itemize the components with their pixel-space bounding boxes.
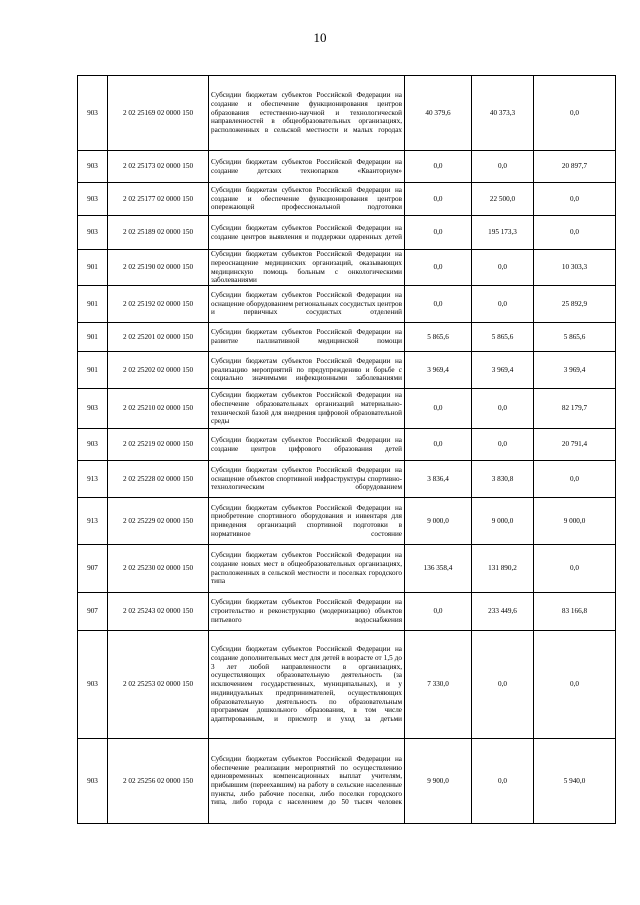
admin-code-cell: 903 [78,739,108,824]
admin-code-cell: 901 [78,352,108,389]
amount-2-cell: 40 373,3 [472,76,534,151]
amount-3-cell: 20 791,4 [534,429,616,461]
amount-1-cell: 0,0 [405,429,472,461]
admin-code-cell: 903 [78,151,108,183]
description-cell: Субсидии бюджетам субъектов Российской Федерации на создание и обеспечение функционирования центров образования естественно-научной и технологической направленностей в общеобразовательных организациях, расположенных в сельской местности и малых городах [209,76,405,151]
budget-code-cell: 2 02 25230 02 0000 150 [108,545,209,593]
budget-code-cell: 2 02 25177 02 0000 150 [108,183,209,216]
amount-3-cell: 5 865,6 [534,323,616,352]
amount-1-cell: 0,0 [405,216,472,250]
amount-1-cell: 0,0 [405,250,472,286]
budget-code-cell: 2 02 25243 02 0000 150 [108,593,209,631]
amount-1-cell: 0,0 [405,183,472,216]
table-row [78,151,616,183]
amount-3-cell: 0,0 [534,183,616,216]
admin-code-cell: 903 [78,183,108,216]
amount-1-cell: 0,0 [405,151,472,183]
amount-2-cell: 5 865,6 [472,323,534,352]
description-cell: Субсидии бюджетам субъектов Российской Федерации на оснащение оборудованием региональных сосудистых центров и первичных сосудистых отделений [209,286,405,323]
description-cell: Субсидии бюджетам субъектов Российской Федерации на создание и обеспечение функционирования центров опережающей профессиональной подготовки [209,183,405,216]
budget-code-cell: 2 02 25210 02 0000 150 [108,389,209,429]
admin-code-cell: 903 [78,429,108,461]
description-cell: Субсидии бюджетам субъектов Российской Федерации на развитие паллиативной медицинской помощи [209,323,405,352]
amount-2-cell: 0,0 [472,739,534,824]
amount-1-cell: 0,0 [405,286,472,323]
budget-code-cell: 2 02 25201 02 0000 150 [108,323,209,352]
amount-1-cell: 9 900,0 [405,739,472,824]
page-number: 10 [313,30,327,45]
budget-code-cell: 2 02 25173 02 0000 150 [108,151,209,183]
table-row [78,183,616,216]
budget-code-cell: 2 02 25228 02 0000 150 [108,461,209,498]
table-row [78,286,616,323]
budget-code-cell: 2 02 25190 02 0000 150 [108,250,209,286]
amount-1-cell: 0,0 [405,593,472,631]
admin-code-cell: 907 [78,593,108,631]
amount-3-cell: 5 940,0 [534,739,616,824]
table-row [78,739,616,824]
amount-2-cell: 0,0 [472,151,534,183]
description-cell: Субсидии бюджетам субъектов Российской Федерации на оснащение объектов спортивной инфраструктуры спортивно-технологическим оборудованием [209,461,405,498]
amount-2-cell: 0,0 [472,389,534,429]
admin-code-cell: 901 [78,323,108,352]
amount-3-cell: 83 166,8 [534,593,616,631]
budget-code-cell: 2 02 25169 02 0000 150 [108,76,209,151]
budget-code-cell: 2 02 25192 02 0000 150 [108,286,209,323]
amount-3-cell: 0,0 [534,76,616,151]
description-cell: Субсидии бюджетам субъектов Российской Федерации на реализацию мероприятий по предупреждению и борьбе с социально значимыми инфекционными заболеваниями [209,352,405,389]
table-row [78,352,616,389]
admin-code-cell: 903 [78,216,108,250]
amount-1-cell: 3 969,4 [405,352,472,389]
amount-2-cell: 195 173,3 [472,216,534,250]
budget-code-cell: 2 02 25202 02 0000 150 [108,352,209,389]
amount-3-cell: 20 897,7 [534,151,616,183]
budget-code-cell: 2 02 25189 02 0000 150 [108,216,209,250]
table-row [78,250,616,286]
amount-1-cell: 9 000,0 [405,498,472,545]
description-cell: Субсидии бюджетам субъектов Российской Федерации на переоснащение медицинских организаций, оказывающих медицинскую помощь больным с онкологическими заболеваниями [209,250,405,286]
amount-1-cell: 7 330,0 [405,631,472,739]
admin-code-cell: 913 [78,498,108,545]
amount-2-cell: 22 500,0 [472,183,534,216]
budget-code-cell: 2 02 25253 02 0000 150 [108,631,209,739]
amount-2-cell: 131 890,2 [472,545,534,593]
table-row [78,631,616,739]
amount-2-cell: 0,0 [472,429,534,461]
amount-2-cell: 0,0 [472,250,534,286]
amount-2-cell: 3 969,4 [472,352,534,389]
amount-3-cell: 10 303,3 [534,250,616,286]
description-cell: Субсидии бюджетам субъектов Российской Федерации на строительство и реконструкцию (модернизацию) объектов питьевого водоснабжения [209,593,405,631]
amount-2-cell: 0,0 [472,286,534,323]
admin-code-cell: 903 [78,389,108,429]
amount-3-cell: 25 892,9 [534,286,616,323]
amount-2-cell: 3 830,8 [472,461,534,498]
budget-table [77,75,616,824]
description-cell: Субсидии бюджетам субъектов Российской Федерации на обеспечение образовательных организаций материально-технической базой для внедрения цифровой образовательной среды [209,389,405,429]
admin-code-cell: 903 [78,631,108,739]
budget-code-cell: 2 02 25219 02 0000 150 [108,429,209,461]
budget-code-cell: 2 02 25229 02 0000 150 [108,498,209,545]
admin-code-cell: 907 [78,545,108,593]
amount-3-cell: 0,0 [534,461,616,498]
description-cell: Субсидии бюджетам субъектов Российской Федерации на создание центров выявления и поддержки одаренных детей [209,216,405,250]
amount-1-cell: 0,0 [405,389,472,429]
amount-3-cell: 0,0 [534,631,616,739]
table-row [78,389,616,429]
table-row [78,76,616,151]
budget-code-cell: 2 02 25256 02 0000 150 [108,739,209,824]
amount-3-cell: 3 969,4 [534,352,616,389]
description-cell: Субсидии бюджетам субъектов Российской Федерации на создание детских технопарков «Кванториум» [209,151,405,183]
table-row [78,593,616,631]
table-row [78,216,616,250]
table-row [78,545,616,593]
description-cell: Субсидии бюджетам субъектов Российской Федерации на обеспечение реализации мероприятий по осуществлению единовременных компенсационных выплат учителям, прибывшим (переехавшим) на работу в сельские населенные пункты, либо рабочие поселки, либо поселки городского типа, либо города с населением до 50 тысяч человек [209,739,405,824]
amount-2-cell: 9 000,0 [472,498,534,545]
description-cell: Субсидии бюджетам субъектов Российской Федерации на приобретение спортивного оборудования и инвентаря для приведения организаций спортивной подготовки в нормативное состояние [209,498,405,545]
description-cell: Субсидии бюджетам субъектов Российской Федерации на создание центров цифрового образования детей [209,429,405,461]
amount-3-cell: 82 179,7 [534,389,616,429]
amount-3-cell: 0,0 [534,545,616,593]
admin-code-cell: 913 [78,461,108,498]
amount-3-cell: 0,0 [534,216,616,250]
description-cell: Субсидии бюджетам субъектов Российской Федерации на создание дополнительных мест для детей в возрасте от 1,5 до 3 лет любой направленности в организациях, осуществляющих образовательную деятельность (за исключением государственных, муниципальных), и у индивидуальных предпринимателей, осуществляющих образовательную деятельность по образовательным программам дошкольного образования, в том числе адаптированным, и присмотр и уход за детьми [209,631,405,739]
amount-2-cell: 0,0 [472,631,534,739]
admin-code-cell: 903 [78,76,108,151]
amount-3-cell: 9 000,0 [534,498,616,545]
amount-1-cell: 5 865,6 [405,323,472,352]
table-row [78,461,616,498]
table-row [78,323,616,352]
amount-1-cell: 136 358,4 [405,545,472,593]
amount-1-cell: 3 836,4 [405,461,472,498]
admin-code-cell: 901 [78,250,108,286]
admin-code-cell: 901 [78,286,108,323]
description-cell: Субсидии бюджетам субъектов Российской Федерации на создание новых мест в общеобразовательных организациях, расположенных в сельской местности и поселках городского типа [209,545,405,593]
table-row [78,498,616,545]
table-row [78,429,616,461]
amount-2-cell: 233 449,6 [472,593,534,631]
amount-1-cell: 40 379,6 [405,76,472,151]
